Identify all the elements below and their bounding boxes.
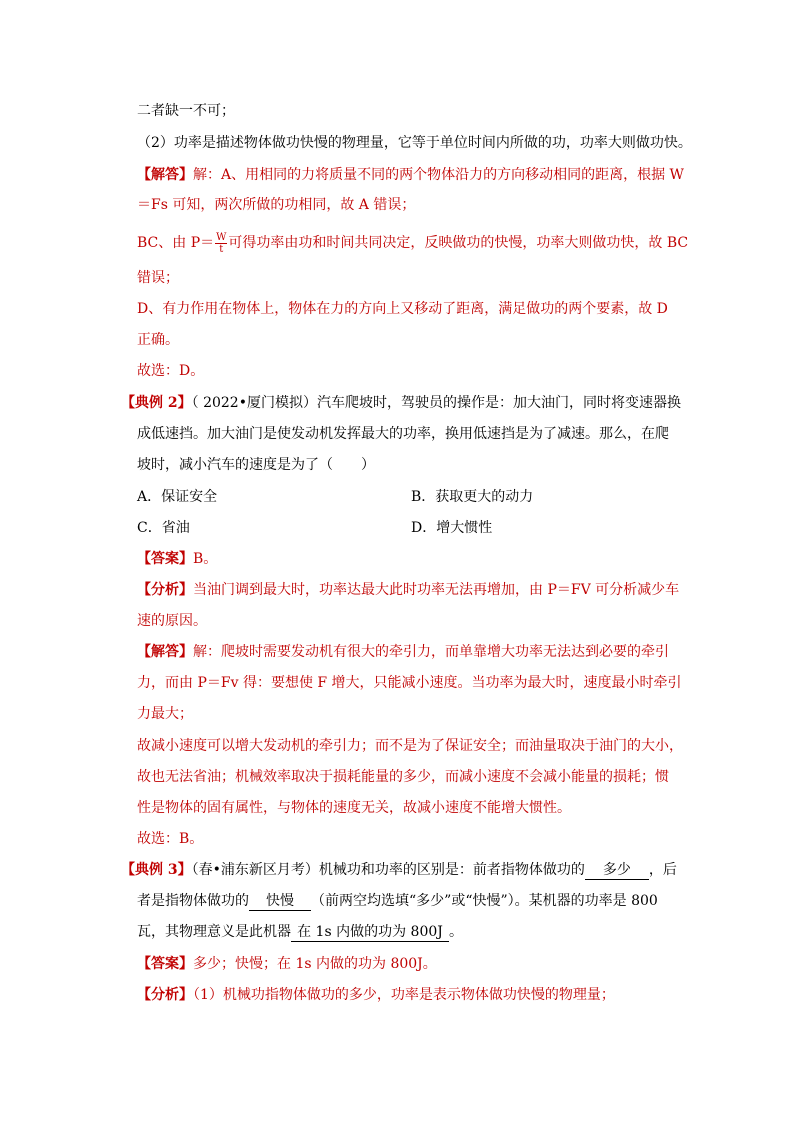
option-a: A．保证安全	[137, 489, 218, 505]
analysis-line	[137, 985, 615, 1005]
analysis-tag: 【分析】	[137, 582, 193, 598]
text-line: 性是物体的固有属性，与物体的速度无关，故减小速度不能增大惯性。	[137, 800, 571, 816]
text-line: 故减小速度可以增大发动机的牵引力；而不是为了保证安全；而油量取决于油门的大小，	[137, 738, 683, 754]
text-line: 故选：B。	[137, 831, 204, 847]
solution-tag: 【解答】	[137, 644, 193, 660]
answer-blank: 多少	[585, 861, 649, 880]
text-line: 二者缺一不可；	[137, 103, 235, 119]
text-line	[137, 891, 658, 911]
answer-blank: 快慢	[249, 892, 311, 911]
text-line: 正确。	[137, 332, 179, 348]
example-tag: 【典例 2】	[121, 395, 192, 411]
answer-line	[137, 954, 437, 974]
text-line: （2）功率是描述物体做功快慢的物理量，它等于单位时间内所做的功，功率大则做功快。	[137, 135, 692, 151]
solution-tag: 【解答】	[137, 167, 193, 183]
text-line: （春•浦东新区月考）机械功和功率的区别是：前者指物体做功的	[191, 862, 585, 878]
text-line: 力最大；	[137, 706, 193, 722]
text-line: （ 2022•厦门模拟）汽车爬坡时，驾驶员的操作是：加大油门，同时将变速器换	[191, 395, 681, 411]
example-tag: 【典例 3】	[121, 862, 192, 878]
answer-blank: 在 1s 内做的功为 800J	[291, 923, 449, 942]
fraction	[215, 232, 227, 255]
example-3-stem	[121, 860, 677, 880]
text-line: ，后	[648, 862, 677, 878]
analysis-tag: 【分析】	[137, 987, 193, 1003]
text-line: 故也无法省油；机械效率取决于损耗能量的多少，而减小速度不会减小能量的损耗；惯	[137, 769, 669, 785]
text-line: BC、由 P＝	[137, 235, 215, 251]
solution-paragraph	[137, 165, 684, 185]
text-line: D、有力作用在物体上，物体在力的方向上又移动了距离，满足做功的两个要素，故 D	[137, 301, 668, 317]
text-line: 当油门调到最大时，功率达最大此时功率无法再增加，由 P＝FV 可分析减少车	[193, 582, 680, 598]
text-line: 瓦，其物理意义是此机器	[137, 924, 291, 940]
text-line: 。	[449, 924, 463, 940]
text-line: 成低速挡。加大油门是使发动机发挥最大的功率，换用低速挡是为了减速。那么，在爬	[137, 426, 669, 442]
text-line: 解：爬坡时需要发动机有很大的牵引力，而单靠增大功率无法达到必要的牵引	[193, 644, 669, 660]
answer-line	[137, 549, 217, 569]
option-c: C．省油	[137, 520, 190, 536]
text-line: （1）机械功指物体做功的多少，功率是表示物体做功快慢的物理量；	[193, 987, 615, 1003]
text-line: 解：A、用相同的力将质量不同的两个物体沿力的方向移动相同的距离，根据 W	[193, 167, 684, 183]
option-d: D．增大惯性	[411, 520, 493, 536]
text-line: 坡时，减小汽车的速度是为了（ ）	[137, 457, 375, 473]
text-line: 者是指物体做功的	[137, 893, 249, 909]
fraction-numerator: W	[216, 231, 227, 243]
solution-line	[137, 642, 669, 662]
answer-text: B。	[193, 551, 218, 567]
answer-text: 多少；快慢；在 1s 内做的功为 800J。	[193, 956, 437, 972]
text-line: 可得功率由功和时间共同决定，反映做功的快慢，功率大则做功快，故 BC	[228, 235, 689, 251]
text-line: 故选：D。	[137, 363, 205, 379]
answer-tag: 【答案】	[137, 551, 193, 567]
text-line: （前两空均选填“多少”或“快慢”）。某机器的功率是 800	[311, 893, 658, 909]
text-line: 速的原因。	[137, 613, 207, 629]
option-b: B．获取更大的动力	[411, 489, 534, 505]
text-line	[137, 922, 463, 942]
answer-tag: 【答案】	[137, 956, 193, 972]
example-2-stem	[121, 393, 681, 413]
text-line: 错误；	[137, 270, 179, 286]
analysis-line	[137, 580, 679, 600]
formula-line	[137, 228, 688, 258]
fraction-denominator: t	[219, 243, 224, 255]
text-line: ＝Fs 可知，两次所做的功相同，故 A 错误；	[137, 197, 416, 213]
text-line: 力，而由 P＝Fv 得：要想使 F 增大，只能减小速度。当功率为最大时，速度最小时牵引	[137, 675, 682, 691]
